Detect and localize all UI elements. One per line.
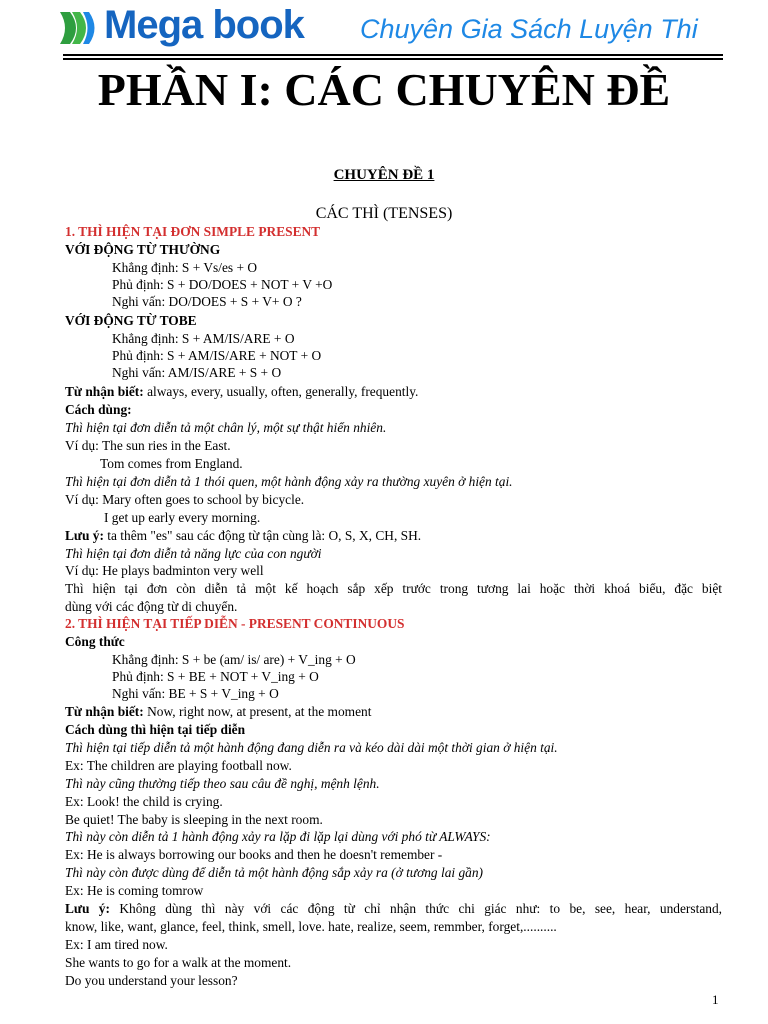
page-title: PHẦN I: CÁC CHUYÊN ĐỀ	[97, 64, 671, 115]
s1-usage-1-example-2: Tom comes from England.	[100, 456, 243, 471]
s2-usage-4-example: Ex: He is coming tomrow	[65, 883, 204, 898]
s2-usage-3: Thì này còn diễn tả 1 hành động xảy ra lặp đi lặp lại dùng với phó từ ALWAYS:	[65, 829, 491, 844]
s2-note-line-1	[65, 901, 722, 917]
subtitle: CÁC THÌ (TENSES)	[315, 205, 453, 222]
s2-signal-words	[65, 704, 722, 720]
section-1-heading: 1. THÌ HIỆN TẠI ĐƠN SIMPLE PRESENT	[65, 224, 321, 239]
s2-usage-3-example: Ex: He is always borrowing our books and then he doesn't remember -	[65, 847, 443, 862]
s1-usage-3-example: Ví dụ: He plays badminton very well	[65, 563, 264, 578]
section-2-heading: 2. THÌ HIỆN TẠI TIẾP DIỄN - PRESENT CONTINUOUS	[65, 616, 405, 631]
s2-usage-2-example-2: Be quiet! The baby is sleeping in the next room.	[65, 812, 323, 827]
page-number: 1	[712, 992, 719, 1007]
s1-note-label: Lưu ý:	[65, 528, 104, 543]
s2-usage-2: Thì này cũng thường tiếp theo sau câu đề nghị, mệnh lệnh.	[65, 776, 380, 791]
s1-tobe-heading: VỚI ĐỘNG TỪ TOBE	[65, 313, 197, 328]
s1-verb-affirmative: Khẳng định: S + Vs/es + O	[112, 260, 258, 275]
s1-verb-question: Nghi vấn: DO/DOES + S + V+ O ?	[112, 294, 302, 309]
s1-usage-label: Cách dùng:	[65, 402, 132, 417]
s2-signal-label: Từ nhận biết:	[65, 704, 144, 719]
s2-example-1: Ex: I am tired now.	[65, 937, 168, 952]
s1-signal-text: always, every, usually, often, generally, frequently.	[143, 384, 419, 399]
s2-formula-label: Công thức	[65, 634, 125, 649]
s2-usage-4: Thì này còn được dùng để diễn tả một hành động sắp xảy ra (ở tương lai gần)	[65, 865, 484, 880]
s1-signal-words	[65, 384, 722, 400]
header-divider-top	[63, 54, 723, 56]
s2-affirmative: Khẳng định: S + be (am/ is/ are) + V_ing + O	[112, 652, 356, 667]
s1-usage-4-line-1: Thì hiện tại đơn còn diễn tả một kế hoạch sắp xếp trước trong tương lai hoặc thời khoá biểu, đặc biệt	[65, 581, 722, 596]
s1-note	[65, 528, 722, 544]
s2-note-label: Lưu ý:	[65, 901, 110, 916]
megabook-logo-icon	[58, 10, 98, 46]
s1-verb-negative: Phủ định: S + DO/DOES + NOT + V +O	[112, 277, 333, 292]
header-divider-bottom	[63, 58, 723, 60]
s1-usage-3: Thì hiện tại đơn diễn tả năng lực của con người	[65, 546, 322, 561]
s1-signal-label: Từ nhận biết:	[65, 384, 144, 399]
s1-tobe-question: Nghi vấn: AM/IS/ARE + S + O	[112, 365, 282, 380]
s2-question: Nghi vấn: BE + S + V_ing + O	[112, 686, 279, 701]
s2-example-3: Do you understand your lesson?	[65, 973, 238, 988]
s1-usage-1: Thì hiện tại đơn diễn tả một chân lý, một sự thật hiển nhiên.	[65, 420, 387, 435]
s2-usage-2-example-1: Ex: Look! the child is crying.	[65, 794, 223, 809]
s1-tobe-affirmative: Khẳng định: S + AM/IS/ARE + O	[112, 331, 295, 346]
s1-verb-heading: VỚI ĐỘNG TỪ THƯỜNG	[65, 242, 221, 257]
s1-usage-2-example-2: I get up early every morning.	[104, 510, 261, 525]
s2-signal-text: Now, right now, at present, at the moment	[143, 704, 372, 719]
s2-negative: Phủ định: S + BE + NOT + V_ing + O	[112, 669, 319, 684]
brand-tagline: Chuyên Gia Sách Luyện Thi	[360, 14, 698, 44]
page-header	[0, 0, 768, 52]
s2-usage-1: Thì hiện tại tiếp diễn tả một hành động đang diễn ra và kéo dài dài một thời gian ở hiện tại.	[65, 740, 558, 755]
brand-name: Mega book	[104, 3, 304, 47]
s1-note-text: ta thêm "es" sau các động từ tận cùng là: O, S, X, CH, SH.	[103, 528, 422, 543]
s2-usage-label: Cách dùng thì hiện tại tiếp diễn	[65, 722, 246, 737]
s1-usage-2-example-1: Ví dụ: Mary often goes to school by bicycle.	[65, 492, 305, 507]
s2-usage-1-example: Ex: The children are playing football now.	[65, 758, 292, 773]
s1-usage-2: Thì hiện tại đơn diễn tả 1 thói quen, một hành động xảy ra thường xuyên ở hiện tại.	[65, 474, 513, 489]
s1-usage-1-example-1: Ví dụ: The sun ries in the East.	[65, 438, 231, 453]
s2-note-line-2: know, like, want, glance, feel, think, smell, love. hate, realize, seem, remmber, forget,..........	[65, 919, 557, 934]
s1-tobe-negative: Phủ định: S + AM/IS/ARE + NOT + O	[112, 348, 322, 363]
topic-title: CHUYÊN ĐỀ 1	[333, 167, 435, 183]
s2-note-text-a: Không dùng thì này với các động từ chỉ nhận thức chi giác như: to be, see, hear, understand,	[109, 901, 723, 916]
s1-usage-4-line-2: dùng với các động từ di chuyển.	[65, 599, 238, 614]
s2-example-2: She wants to go for a walk at the moment.	[65, 955, 292, 970]
